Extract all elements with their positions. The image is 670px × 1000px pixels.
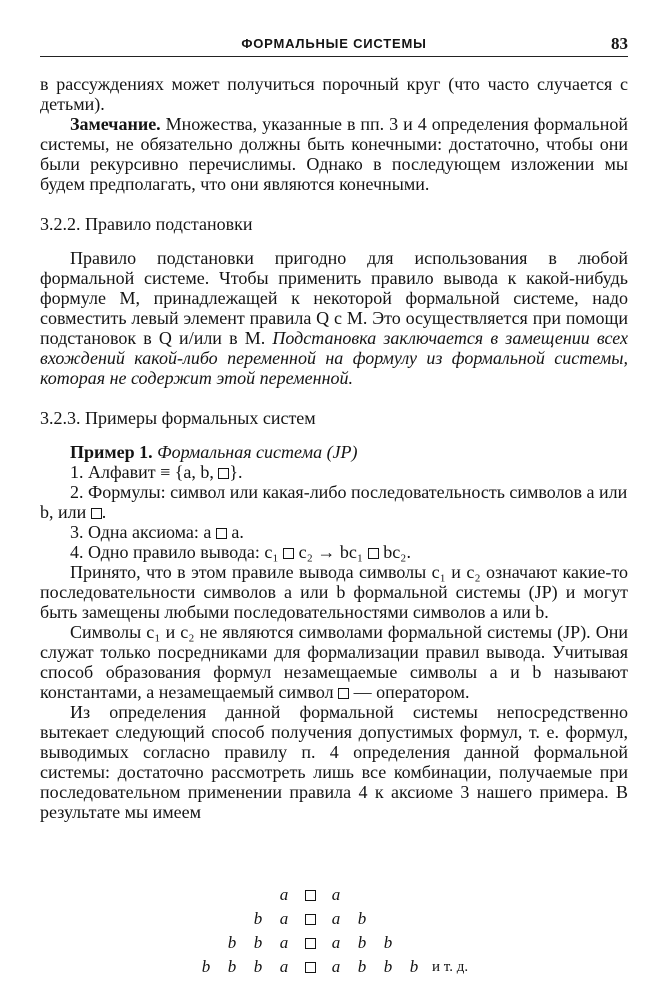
remark-text: Множества, указанные в пп. 3 и 4 определения формальной системы, не обязательно должны быть конечными: достаточно, чтобы они были рекурсивно перечислимы. Однако в последующем изложении мы будем предполагать, что они являются конечными. xyxy=(40,114,628,194)
derivation-symbol: a xyxy=(331,933,341,952)
derivation-row xyxy=(0,884,670,906)
list-item-alphabet xyxy=(40,462,628,482)
list-item-formulas xyxy=(40,482,628,522)
page-body xyxy=(40,74,628,822)
axiom-text: 3. Одна аксиома: a xyxy=(70,522,216,542)
symbols-end: — оператором. xyxy=(349,682,470,702)
paragraph-continuation: в рассуждениях может получиться порочный круг (что часто случается с детьми). xyxy=(40,74,628,114)
formulas-text: 2. Формулы: символ или какая-либо последовательность символов a или b, или xyxy=(40,482,628,522)
box-operator-icon xyxy=(305,890,316,901)
page-number: 83 xyxy=(611,34,628,53)
derivation-symbol: b xyxy=(383,933,393,952)
section-heading-3-2-3: 3.2.3. Примеры формальных систем xyxy=(40,408,316,428)
alphabet-end: }. xyxy=(229,462,243,482)
derivation-row xyxy=(0,908,670,930)
accepted-paragraph: Принято, что в этом правиле вывода символы c₁ и c₂ означают какие-то последовательности символов a или b формальной системы (JP) и могут быть замещены любыми последовательностями символов a или b. xyxy=(40,562,628,622)
derivation-row xyxy=(0,956,670,978)
derivation-symbol: b xyxy=(253,957,263,976)
box-operator-icon xyxy=(305,962,316,973)
rule-text: 4. Одно правило вывода: c₁ xyxy=(70,542,284,562)
derivation-symbol: a xyxy=(331,885,341,904)
derivation-symbol: b xyxy=(357,957,367,976)
derivation-symbol: b xyxy=(227,957,237,976)
derivation-symbol: a xyxy=(331,957,341,976)
derivation-symbol: b xyxy=(253,933,263,952)
box-operator-icon xyxy=(283,548,294,559)
derivation-block xyxy=(0,884,670,974)
derivation-symbol: a xyxy=(279,885,289,904)
formulas-end: . xyxy=(101,502,107,522)
derivation-symbol: b xyxy=(383,957,393,976)
example-system-name: Формальная система (JP) xyxy=(152,442,358,462)
running-title: ФОРМАЛЬНЫЕ СИСТЕМЫ xyxy=(241,36,427,51)
etc-label: и т. д. xyxy=(432,959,469,975)
box-operator-icon xyxy=(305,914,316,925)
box-operator-icon xyxy=(216,528,227,539)
rule-middle: c₂ → bc₁ xyxy=(294,542,368,562)
derivation-symbol: b xyxy=(253,909,263,928)
list-item-rule xyxy=(40,542,628,562)
list-item-axiom xyxy=(40,522,628,542)
derivation-symbol: a xyxy=(279,957,289,976)
symbols-text: Символы c₁ и c₂ не являются символами формальной системы (JP). Они служат только посредниками для формализации правил вывода. Учитывая способ образования формул незамещаемые символы a и b называют константами, а незамещаемый символ xyxy=(40,622,628,702)
derivation-symbol: b xyxy=(201,957,211,976)
box-operator-icon xyxy=(91,508,102,519)
box-operator-icon xyxy=(218,468,229,479)
symbols-paragraph xyxy=(40,622,628,702)
remark-label: Замечание. xyxy=(70,114,161,134)
substitution-paragraph xyxy=(40,248,628,388)
axiom-end: a. xyxy=(226,522,244,542)
box-operator-icon xyxy=(305,938,316,949)
derivation-symbol: a xyxy=(279,909,289,928)
alphabet-text: 1. Алфавит ≡ {a, b, xyxy=(70,462,219,482)
derivation-symbol: b xyxy=(357,933,367,952)
box-operator-icon xyxy=(368,548,379,559)
definition-paragraph: Из определения данной формальной системы непосредственно вытекает следующий способ получения допустимых формул, т. е. формул, выводимых согласно правилу п. 4 определения данной формальной системы: достаточно рассмотреть лишь все комбинации, получаемые при последовательном применении правила 4 к аксиоме 3 нашего примера. В результате мы имеем xyxy=(40,702,628,822)
section-heading-3-2-2: 3.2.2. Правило подстановки xyxy=(40,214,253,234)
page-header xyxy=(40,36,628,57)
box-operator-icon xyxy=(338,688,349,699)
remark-paragraph xyxy=(40,114,628,194)
derivation-symbol: b xyxy=(227,933,237,952)
substitution-definition: Подстановка заключается в замещении всех вхождений какой-либо переменной на формулу из формальной системы, которая не содержит этой переменной. xyxy=(40,328,628,388)
derivation-symbol: a xyxy=(279,933,289,952)
example-label: Пример 1. xyxy=(70,442,153,462)
rule-end: bc₂. xyxy=(378,542,411,562)
derivation-symbol: b xyxy=(409,957,419,976)
derivation-row xyxy=(0,932,670,954)
derivation-symbol: b xyxy=(357,909,367,928)
derivation-symbol: a xyxy=(331,909,341,928)
substitution-text: Правило подстановки пригодно для использования в любой формальной системе. Чтобы применить правило вывода к какой-нибудь формуле M, принадлежащей к некоторой формальной системе, надо совместить левый элемент правила Q с M. Это осуществляется при помощи подстановок в Q и/или в M. xyxy=(40,248,628,348)
example-title xyxy=(40,442,628,462)
